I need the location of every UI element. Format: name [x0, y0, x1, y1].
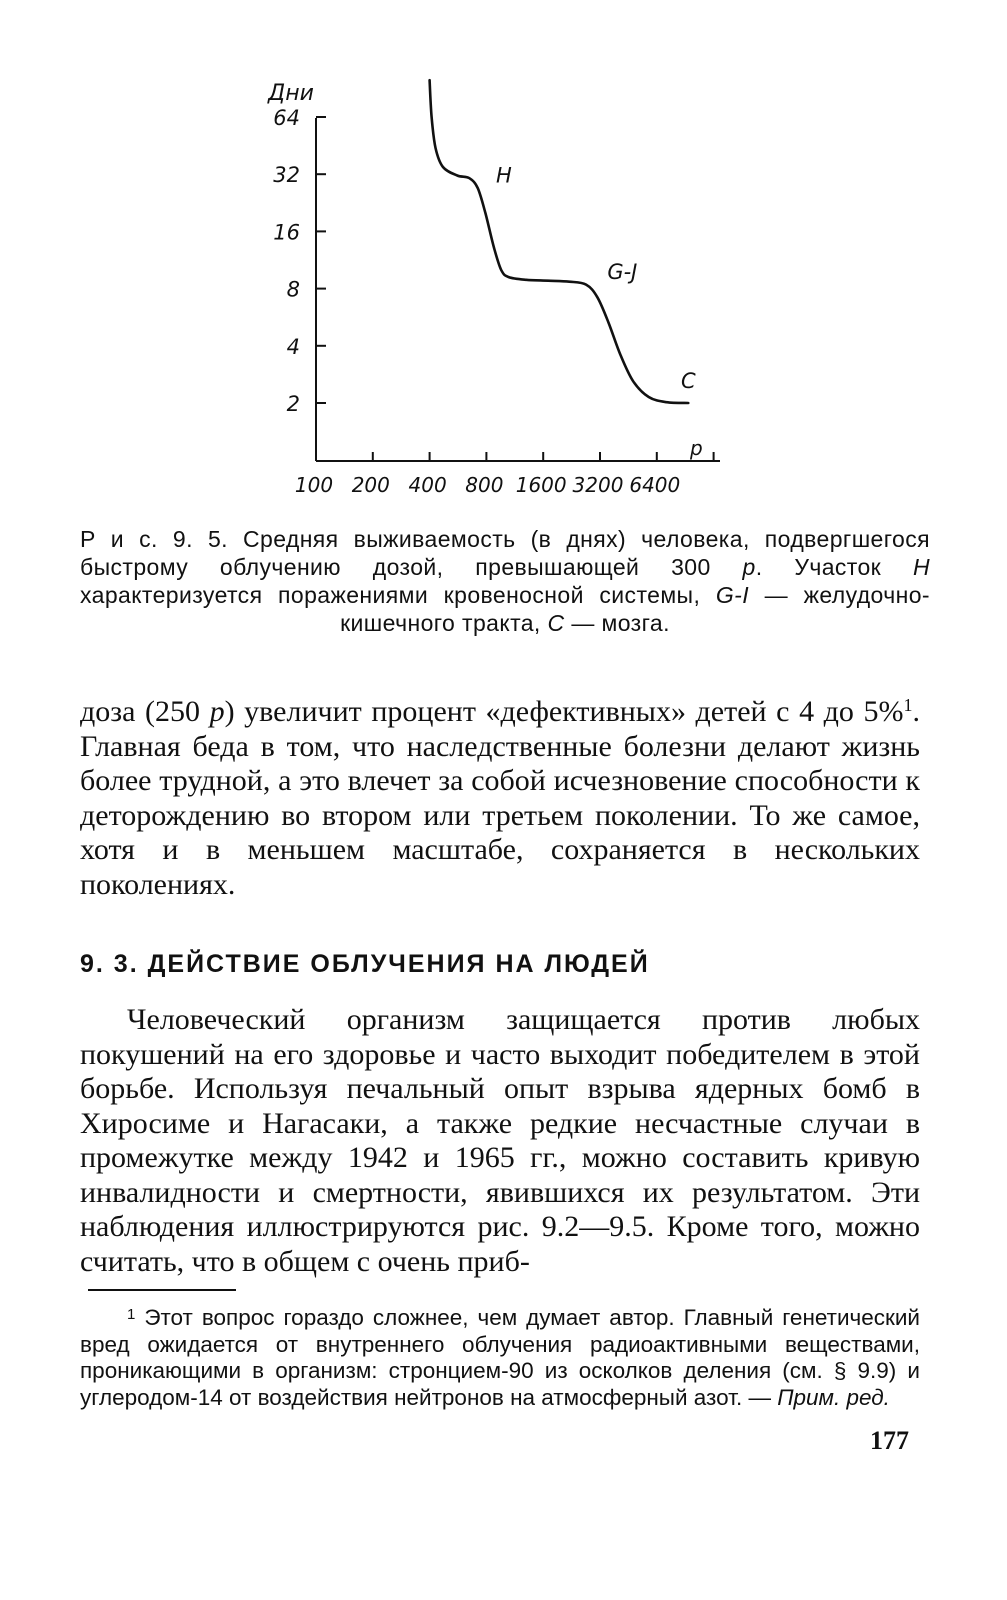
figure-caption	[80, 525, 930, 637]
x-tick-label: 6400	[629, 473, 681, 497]
survival-chart	[0, 0, 1007, 520]
footnote-sign: Прим. ред.	[777, 1384, 890, 1410]
curve-segment-labels	[496, 163, 696, 393]
segment-label: H	[496, 163, 512, 188]
section-heading: 9. 3. ДЕЙСТВИЕ ОБЛУЧЕНИЯ НА ЛЮДЕЙ	[80, 950, 650, 978]
figure-9-5	[0, 0, 1007, 520]
paragraph-1	[80, 688, 920, 902]
x-ticks	[295, 452, 714, 497]
x-tick-label: 100	[294, 473, 334, 497]
x-axis-label: р	[690, 436, 703, 460]
y-tick-label: 16	[273, 220, 300, 245]
y-tick-label: 32	[273, 163, 300, 188]
caption-part5: — мозга.	[571, 610, 670, 636]
x-tick-label: 400	[408, 473, 447, 497]
y-tick-label: 8	[286, 277, 300, 302]
segment-label: C	[681, 368, 696, 393]
para1-unit: р	[209, 695, 225, 728]
caption-part2: . Участок	[755, 554, 882, 580]
caption-part1: Средняя выживаемость (в днях) человека, подвергшегося быстрому облучению дозой, превышающей 300	[80, 526, 930, 580]
footnote-divider	[88, 1289, 236, 1291]
para1-b: ) увеличит процент «дефективных» детей с 4 до 5%	[224, 695, 904, 728]
paragraph-2: Человеческий организм защищается против любых покушений на его здоровье и часто выходит победителем в этой борьбе. Используя печальный опыт взрыва ядерных бомб в Хиросиме и Нагасаки, а также редкие несчастные случаи в промежутке между 1942 и 1965 гг., можно составить кривую инвалидности и смертности, явившихся их результатом. Эти наблюдения иллюстрируются рис. 9.2—9.5. Кроме того, можно считать, что в общем с очень приб-	[80, 1003, 920, 1278]
segment-label: G-J	[607, 259, 638, 284]
footnote-ref[interactable]: 1	[903, 695, 913, 715]
caption-dose-unit: р	[742, 554, 756, 580]
y-tick-label: 64	[273, 106, 300, 130]
x-tick-label: 200	[351, 473, 390, 497]
x-tick-label: 1600	[515, 473, 567, 497]
y-tick-label: 4	[286, 334, 300, 359]
x-tick-label: 800	[465, 473, 504, 497]
survival-curve-line	[430, 80, 689, 403]
caption-part3: характеризуется поражениями кровеносной системы,	[80, 582, 701, 608]
footnote-text: Этот вопрос гораздо сложнее, чем думает автор. Главный генетический вред ожидается от внутреннего облучения радиоактивными веществами, проникающими в организм: стронцием-90 из осколков деления (см. § 9.9) и углеродом-14 от воздействия нейтронов на атмосферный азот. —	[80, 1305, 920, 1410]
caption-part4: — желудочно-кишечного тракта,	[340, 582, 930, 636]
footnote	[80, 1302, 920, 1411]
caption-seg-gi: G-I	[715, 582, 749, 608]
footnote-mark: 1	[127, 1306, 136, 1323]
survival-curve	[430, 80, 689, 403]
para1-a: доза (250	[80, 695, 201, 728]
caption-seg-c: C	[547, 610, 565, 636]
y-tick-label: 2	[286, 392, 300, 416]
y-ticks	[273, 106, 326, 416]
para1-c: . Главная беда в том, что наследственные болезни делают жизнь более трудной, а это влечет за собой исчезновение способности к деторождению во втором или третьем поколении. То же самое, хотя и в меньшем масштабе, сохраняется в нескольких поколениях.	[80, 695, 921, 901]
caption-seg-h: H	[912, 554, 930, 580]
x-tick-label: 3200	[572, 473, 624, 497]
y-axis-label: Дни	[268, 81, 314, 106]
caption-fig-ref: Р и с. 9. 5.	[80, 526, 228, 552]
chart-axes	[267, 81, 720, 461]
page-number: 177	[870, 1426, 909, 1455]
